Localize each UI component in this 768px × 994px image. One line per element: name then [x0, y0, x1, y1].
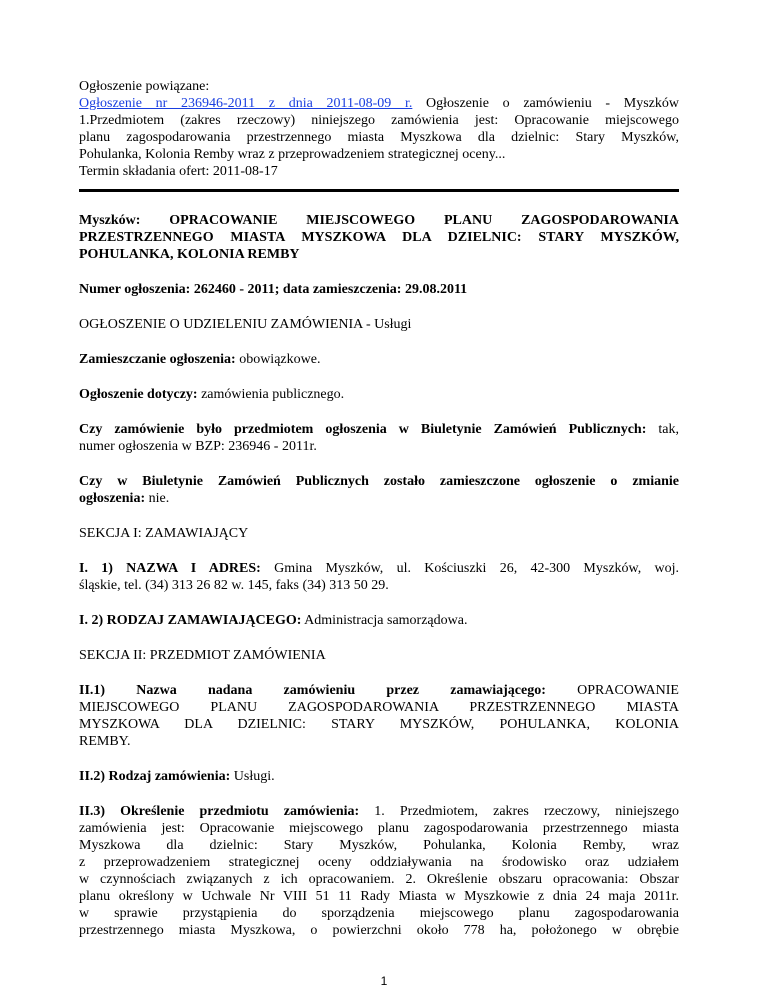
subject-description	[79, 803, 679, 939]
name-address-value: Gmina Myszków, ul. Kościuszki 26, 42-300 Myszków, woj.	[260, 561, 680, 576]
concerns-label: Ogłoszenie dotyczy:	[79, 387, 198, 402]
subject-text: planu określony w Uchwale Nr VIII 51 11 Rady Miasta w Myszkowie z dnia 24 maja 2011r.	[79, 889, 679, 904]
contract-kind-value: Usługi.	[230, 769, 275, 784]
notice-number-text: Numer ogłoszenia: 262460 - 2011; data zamieszczenia: 29.08.2011	[79, 282, 468, 297]
contract-name-row	[79, 682, 679, 750]
title-line: Myszków: OPRACOWANIE MIEJSCOWEGO PLANU ZAGOSPODAROWANIA	[79, 213, 679, 228]
bzp-number: numer ogłoszenia w BZP: 236946 - 2011r.	[79, 439, 317, 454]
contract-kind-label: II.2) Rodzaj zamówienia:	[79, 769, 231, 784]
bzp-label: Czy zamówienie było przedmiotem ogłoszenia w Biuletynie Zamówień Publicznych:	[79, 422, 647, 437]
subject-text: zamówienia jest: Opracowanie miejscowego planu zagospodarowania przestrzennego miasta	[79, 821, 679, 836]
contract-name-value: MIEJSCOWEGO PLANU ZAGOSPODAROWANIA PRZESTRZENNEGO MIASTA	[79, 700, 679, 715]
change-value: nie.	[145, 491, 170, 506]
subject-text: z przeprowadzeniem strategicznej oceny oddziaływania na środowisko oraz udziałem	[79, 855, 679, 870]
section-1-heading: SEKCJA I: ZAMAWIAJĄCY	[79, 526, 249, 541]
contract-name-value: OPRACOWANIE	[545, 683, 679, 698]
related-heading: Ogłoszenie powiązane:	[79, 79, 210, 94]
name-address-label: I. 1) NAZWA I ADRES:	[79, 561, 261, 576]
contract-name-label: II.1) Nazwa nadana zamówieniu przez zamawiającego:	[79, 683, 546, 698]
bzp-value: tak,	[646, 422, 679, 437]
subject-text: Myszkowa dla dzielnic: Stary Myszków, Pohulanka, Kolonia Remby, wraz	[79, 838, 679, 853]
contract-name-value: REMBY.	[79, 734, 131, 749]
name-address-value: śląskie, tel. (34) 313 26 82 w. 145, faks (34) 313 50 29.	[79, 578, 389, 593]
contract-kind-row	[79, 768, 679, 785]
change-label: Czy w Biuletynie Zamówień Publicznych zostało zamieszczone ogłoszenie o zmianie	[79, 474, 679, 489]
related-summary-line: Pohulanka, Kolonia Remby wraz z przeprowadzeniem strategicznej oceny...	[79, 147, 506, 162]
notice-type: OGŁOSZENIE O UDZIELENIU ZAMÓWIENIA - Usługi	[79, 317, 412, 332]
page-number: 1	[380, 974, 388, 988]
subject-text: w czynnościach związanych z ich opracowaniem. 2. Określenie obszaru opracowania: Obszar	[79, 872, 679, 887]
related-summary-line: 1.Przedmiotem (zakres rzeczowy) niniejszego zamówienia jest: Opracowanie miejscowego	[79, 113, 679, 128]
title-line: PRZESTRZENNEGO MIASTA MYSZKOWA DLA DZIELNIC: STARY MYSZKÓW,	[79, 230, 679, 245]
notice-number-line	[79, 281, 679, 298]
subject-label: II.3) Określenie przedmiotu zamówienia:	[79, 804, 360, 819]
posting-label: Zamieszczanie ogłoszenia:	[79, 352, 236, 367]
concerns-value: zamówienia publicznego.	[197, 387, 345, 402]
contracting-type-row	[79, 612, 679, 629]
contract-name-value: MYSZKOWA DLA DZIELNIC: STARY MYSZKÓW, POHULANKA, KOLONIA	[79, 717, 679, 732]
notice-title	[79, 212, 679, 263]
related-deadline: Termin składania ofert: 2011-08-17	[79, 164, 278, 179]
title-line: POHULANKA, KOLONIA REMBY	[79, 247, 300, 262]
related-notice-link[interactable]: Ogłoszenie nr 236946-2011 z dnia 2011-08-09 r.	[79, 96, 413, 111]
contracting-type-value: Administracja samorządowa.	[301, 613, 468, 628]
contracting-type-label: I. 2) RODZAJ ZAMAWIAJĄCEGO:	[79, 613, 302, 628]
related-summary: Ogłoszenie o zamówieniu - Myszków	[412, 96, 679, 111]
bzp-row	[79, 421, 679, 455]
posting-row	[79, 351, 679, 368]
related-notice	[79, 78, 679, 180]
section-2-heading: SEKCJA II: PRZEDMIOT ZAMÓWIENIA	[79, 648, 326, 663]
subject-text: 1. Przedmiotem, zakres rzeczowy, niniejszego	[359, 804, 679, 819]
subject-text: w sprawie przystąpienia do sporządzenia miejscowego planu zagospodarowania	[79, 906, 679, 921]
subject-text: przestrzennego miasta Myszkowa, o powierzchni około 778 ha, położonego w obrębie	[79, 923, 679, 938]
change-label: ogłoszenia:	[79, 491, 146, 506]
concerns-row	[79, 386, 679, 403]
related-summary-line: planu zagospodarowania przestrzennego miasta Myszkowa dla dzielnic: Stary Myszków,	[79, 130, 679, 145]
document-page	[79, 78, 679, 939]
change-row	[79, 473, 679, 507]
posting-value: obowiązkowe.	[235, 352, 321, 367]
name-address-row	[79, 560, 679, 594]
